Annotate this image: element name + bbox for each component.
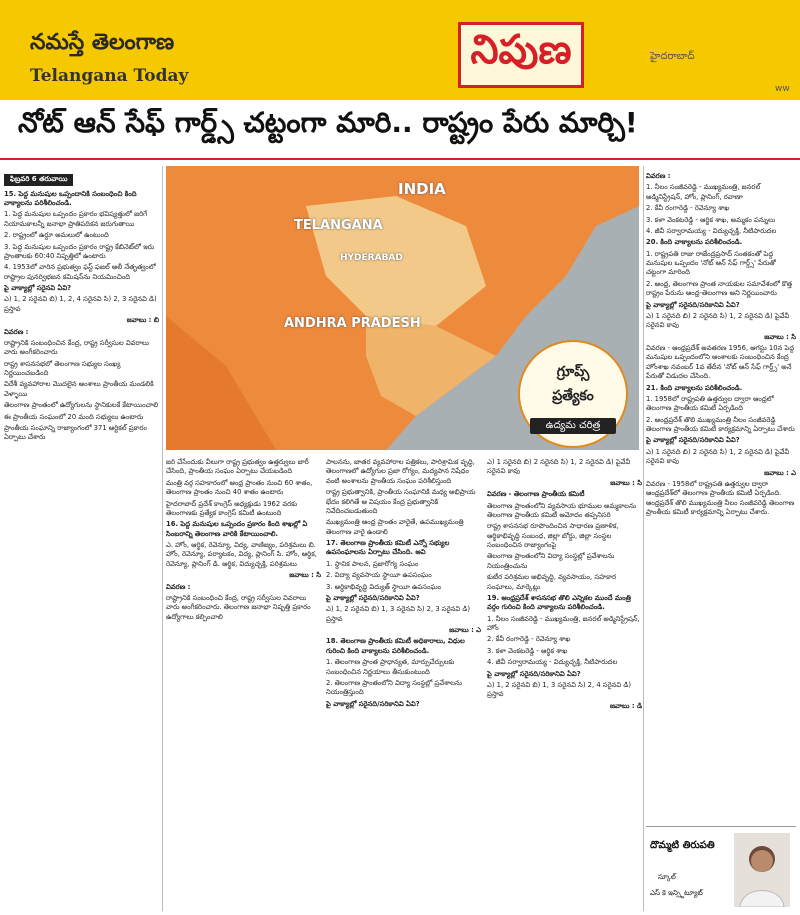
explanation-heading: వివరణ : xyxy=(4,327,29,336)
andhra-label: ANDHRA PRADESH xyxy=(284,316,421,331)
answer: జవాబు : ఎ xyxy=(449,626,481,634)
question-18: 18. తెలంగాణ ప్రాంతీయ కమిటీ అధికారాలు, విధుల గురించి కింది వాక్యాలను పరిశీలించండి. xyxy=(326,637,465,655)
list-item: రాష్ట్ర శాసనసభలో తెలంగాణ సభ్యుల సంఖ్య నిర్ణయించబడింది xyxy=(4,359,121,378)
answer: జవాబు : సి xyxy=(764,332,796,341)
list-item: 4. జీవీ సర్వారామయ్య - విద్యుచ్ఛక్తి, నీటిపారుదల xyxy=(487,658,618,667)
author-name: దొమ్మటి తిరుపతి xyxy=(650,840,715,851)
paragraph: వివరణ - ఆంధ్రప్రదేశ్ అవతరణ 1956, ఆగస్టు 10న పెద్ద మనుషుల ఒప్పందంలోని అంశాలకు సంబంధించిన కేంద్ర హోంశాఖ నవంబర్ 1వ తేదీన 'నోట్ ఆన్ సేఫ్ గార్డ్స్' అనే పేరుతో విడుదల చేసింది. xyxy=(646,344,795,381)
column-1 xyxy=(4,172,159,912)
question-21: 21. కింది వాక్యాలను పరిశీలించండి. xyxy=(646,383,743,392)
list-item: ఈ ప్రాంతీయ సంఘంలో 20 మంది సభ్యులు ఉంటారు xyxy=(4,412,144,421)
list-item: 4. జీవీ సర్వారామయ్య - విద్యుచ్ఛక్తి, నీటిపారుదల xyxy=(646,226,777,235)
list-item: తెలంగాణ ప్రాంతంలోని విద్యా సంస్థల్లో ప్రవేశాలను నియంత్రించును xyxy=(487,552,615,570)
answer: జవాబు : బి xyxy=(126,316,159,325)
question-prompt: పై వాక్యాల్లో సరైనది/సరికానివి ఏవి? xyxy=(487,669,581,678)
options: ఎ) 1, 2 సరైనవి బి) 1, 2, 4 సరైనవి సి) 2, 3 సరైనవి డి) ప్రస్తావ xyxy=(4,295,157,313)
question-16: 16. పెద్ద మనుషుల ఒప్పందం ప్రకారం కింది శాఖల్లో ఏ సింబరాన్ని తెలంగాణ వారికి కేటాయించాలి. xyxy=(166,520,308,538)
list-item: రాష్ట్రానికి సంబంధించిన కేంద్ర, రాష్ట్ర సర్వీసుల వివరాలు వారు అంగీకరించారు xyxy=(4,338,150,357)
list-item: తెలంగాణ ప్రాంతంలోని వ్యవసాయ భూముల అమ్మకాలను తెలంగాణ ప్రాంతీయ కమిటీ ఆమోదం తప్పనిసరి xyxy=(487,501,637,519)
author-org: ఎస్ కె ఇన్స్టిట్యూట్ xyxy=(650,889,703,897)
person-icon xyxy=(734,833,790,907)
answer: జవాబు : సి xyxy=(289,571,321,580)
question-prompt: పై వాక్యాల్లో సరైనది/సరికానివి ఏవి? xyxy=(646,300,740,309)
dateline: హైదరాబాద్ xyxy=(650,51,695,62)
question-20: 20. కింది వాక్యాలను పరిశీలించండి. xyxy=(646,238,743,247)
brand-english: Telangana Today xyxy=(30,66,189,86)
list-item: విదేశీ వ్యవహారాల మొదలైన అంశాలు ప్రాంతీయ మండలికి వెళ్ళాయి xyxy=(4,380,154,398)
options: ఎ) 1 సరైనది బి) 2 సరైనది సి) 1, 2 సరైనవి డి) పైవేవీ సరైనవి కావు xyxy=(646,311,790,330)
paragraph: రాష్ట్ర ప్రభుత్వానికి, ప్రాంతీయ సంఘానికి మధ్య అభిప్రాయ భేదం కలిగితే ఆ విషయం కేంద్ర ప్రభుత్వానికి నివేదించబడుతుంది xyxy=(326,488,476,515)
answer: జవాబు : డి xyxy=(609,701,642,710)
headline: నోట్ ఆన్ సేఫ్ గార్డ్స్ చట్టంగా మారి.. రాష్ట్రం పేరు మార్చి! xyxy=(18,106,638,139)
date-tag: ఫిబ్రవరి 6 తరువాయి xyxy=(4,174,73,186)
column-2 xyxy=(166,458,321,912)
groups-special-stamp xyxy=(518,340,628,448)
masthead xyxy=(0,0,800,100)
list-item: 1. స్థానిక పాలన, ప్రజారోగ్య సంఘం xyxy=(326,559,419,568)
question-17: 17. తెలంగాణ ప్రాంతీయ కమిటీ ఎన్నో సభ్యుల ఉపసంఘాలను ఏర్పాటు చేసింది. అవి xyxy=(326,539,450,557)
list-item: 3. పెద్ద మనుషుల ఒప్పందం ప్రకారం రాష్ట్ర కేబినెట్‌లో ఇరు ప్రాంతాలకు 60:40 నిష్పత్తిలో ఉంటారు xyxy=(4,242,155,260)
paragraph: పాలనను, జాతర వ్యవహారాల పత్రికలు, పారిశ్రామిక వృద్ధి, తెలంగాణలో ఉద్యోగుల ప్రజా రోగ్యం, మద్యపాన నిషేధం వంటి అంశాలను ప్రాంతీయ సంఘం పరిశీలిస్తుంది xyxy=(326,458,475,485)
list-item: 1. నీలం సంజీవరెడ్డి - ముఖ్యమంత్రి, జనరల్ అడ్మినిస్ట్రేషన్, హోం, ప్లానింగ్, రవాణా xyxy=(646,183,761,201)
explanation-heading: వివరణ : xyxy=(166,582,191,591)
list-item: 3. ఆర్థికాభివృద్ధి విద్యుత్ స్థాయీ ఉపసంఘం xyxy=(326,582,442,591)
list-item: 1. తెలంగాణ ప్రాంత ప్రాధాన్యత, మార్పుచేర్పులకు సంబంధించిన నిర్ణయాలు తీసుకుంటుంది xyxy=(326,658,455,676)
column-5 xyxy=(646,172,796,822)
paragraph: జరి చేసేందుకు వీలుగా రాష్ట్ర ప్రభుత్వం ఉత్తర్వులు జారీ చేసింది, ప్రాంతీయ సంఘం ఏర్పాటు చేయబడింది xyxy=(166,458,309,476)
list-item: 1. నీలం సంజీవరెడ్డి - ముఖ్యమంత్రి, జనరల్ అడ్మినిస్ట్రేషన్, హోం xyxy=(487,614,640,632)
explanation-heading: వివరణ : xyxy=(646,172,671,180)
question-prompt: పై వాక్యాల్లో సరైనది/సరికానివి ఏవి? xyxy=(326,593,420,602)
paragraph: మంత్రి వర్గ సహకారంలో ఆంధ్ర ప్రాంతం నుంచి 60 శాతం, తెలంగాణ ప్రాంతం నుంచి 40 శాతం ఉంటారు xyxy=(166,478,313,497)
paragraph: వివరణ - 1958లో రాష్ట్రపతి ఉత్తర్వుల ద్వారా ఆంధ్రప్రదేశ్‌లో తెలంగాణ ప్రాంతీయ కమిటీ ఏర్పడింది. ఆంధ్రప్రదేశ్ తొలి ముఖ్యమంత్రి నీలం సంజీవరెడ్డి తెలంగాణ ప్రాంతీయ కమిటీ కార్యక్రమాన్ని ఏర్పాటు చేశారు. xyxy=(646,479,795,516)
options: ఎ) 1, 2 సరైనవి బి) 1, 3 సరైనవి సి) 2, 3 సరైనవి డి) ప్రస్తావ xyxy=(326,605,471,623)
list-item: 2. కేవీ రంగారెడ్డి - రెవెన్యూ శాఖ xyxy=(646,204,730,213)
list-item: తెలంగాణ ప్రాంతంలో ఉద్యోగులను స్థానికులకే కేటాయించాలి xyxy=(4,401,159,410)
stamp-line-3: ఉద్యమ చరిత్ర xyxy=(530,418,616,434)
list-item: 1. 1958లో రాష్ట్రపతి ఉత్తర్వుల ద్వారా ఆంధ్రలో తెలంగాణ ప్రాంతీయ కమిటీ ఏర్పడింది xyxy=(646,394,774,413)
list-item: 2. తెలంగాణ ప్రాంతంలోని విద్యా సంస్థల్లో ప్రవేశాలను నియంత్రిస్తుంది xyxy=(326,678,463,697)
options: ఎ) 1 సరైనది బి) 2 సరైనది సి) 1, 2 సరైనవి డి) పైవేవీ సరైనవి కావు xyxy=(487,458,631,476)
explanation-heading: వివరణ - తెలంగాణ ప్రాంతీయ కమిటీ xyxy=(487,490,585,499)
stamp-line-2: ప్రత్యేకం xyxy=(552,388,594,404)
column-divider xyxy=(162,166,163,911)
options: ఎ) 1, 2 సరైనవి బి) 1, 3 సరైనవి సి) 2, 4 సరైనవి డి) ప్రస్తావ xyxy=(487,680,632,699)
list-item: ప్రాంతీయ సంఘాన్ని రాజ్యాంగంలో 371 ఆర్టికల్ ప్రకారం ఏర్పాటు చేశారు xyxy=(4,423,147,442)
list-item: 2. రాష్ట్రంలో ఉర్దూ అమలులో ఉంటుంది xyxy=(4,231,109,240)
column-3 xyxy=(326,458,481,912)
section-title: నిపుణ xyxy=(458,22,584,88)
question-prompt: పై వాక్యాల్లో సరైనది/సరికానివి ఏవి? xyxy=(326,699,420,708)
column-4 xyxy=(487,458,642,912)
list-item: 2. ఆంధ్ర, తెలంగాణ ప్రాంత నాయకుల సమావేశంలో కొత్త రాష్ట్రం పేరును ఆంధ్ర-తెలంగాణ అని నిర్ణయించారు xyxy=(646,279,793,298)
list-item: 4. 1953లో వారిన ప్రభుత్వం ఫస్ట్ ఫజల్ అలీ నేతృత్వంలో రాష్ట్రాల పునర్విభజన కమిషన్‌ను నియమించింది xyxy=(4,263,156,281)
paragraph: ముఖ్యమంత్రి ఆంధ్ర ప్రాంతం వారైతే, ఉపముఖ్యమంత్రి తెలంగాణ వారై ఉండాలి xyxy=(326,518,464,536)
paragraph: హైదరాబాద్ ప్రదేశ్ కాంగ్రెస్ అధ్యక్షుడు 1962 వరకు తెలంగాణకు ప్రత్యేక కాంగ్రెస్ కమిటీ ఉంటుంది xyxy=(166,499,298,517)
stamp-line-1: గ్రూప్స్ xyxy=(556,364,590,380)
author-role: స్కూల్ xyxy=(658,873,676,881)
list-item: 3. కళా వెంకటరెడ్డి - ఆర్థిక శాఖ xyxy=(487,646,568,655)
telangana-label: TELANGANA xyxy=(294,218,383,233)
paragraph: రాష్ట్రానికి సంబంధించి కేంద్ర, రాష్ట్ర సర్వీసుల వివరాలు వారు అంగీకరించారు. తెలంగాణ జనాభా నిష్పత్తి ప్రకారం ఉద్యోగాలు కల్పించాలి xyxy=(166,593,311,621)
question-15: 15. పెద్ద మనుషుల ఒప్పందానికి సంబంధించి కింది వాక్యాలను పరిశీలించండి. xyxy=(4,189,137,208)
options: ఎ) 1 సరైనది బి) 2 సరైనది సి) 1, 2 సరైనవి డి) పైవేవీ సరైనవి కావు xyxy=(646,447,790,466)
question-19: 19. ఆంధ్రప్రదేశ్ శాసనసభ తొలి ఎన్నికల ముందే మంత్రి వర్గం గురించి కింది వాక్యాలను పరిశీలించండి. xyxy=(487,593,631,612)
hyderabad-label: HYDERABAD xyxy=(340,253,403,263)
list-item: 2. కేవీ రంగారెడ్డి - రెవెన్యూ శాఖ xyxy=(487,635,571,644)
list-item: 2. విద్యా వ్యవసాయ స్థాయీ ఉపసంఘం xyxy=(326,571,432,580)
answer: జవాబు : ఎ xyxy=(764,468,796,477)
column-divider xyxy=(643,166,644,911)
list-item: రాష్ట్ర శాసనసభ రూపొందించిన సాధారణ ప్రణాళిక, ఆర్థికాభివృద్ధి సంబంధ, జిల్లా బోర్డు, జిల్లా సంస్థల సంబంధించిన రాజ్యాంగంపై xyxy=(487,522,619,549)
list-item: కుటీర పరిశ్రమల అభివృద్ధి, వ్యవసాయం, సహకార సంఘాలు, మార్కెట్లు xyxy=(487,573,617,591)
india-label: INDIA xyxy=(398,180,446,198)
list-item: 2. ఆంధ్రప్రదేశ్ తొలి ముఖ్యమంత్రి నీలం సంజీవరెడ్డి తెలంగాణ ప్రాంతీయ కమిటీ కార్యక్రమాన్ని ఏర్పాటు చేశారు xyxy=(646,415,795,433)
question-prompt: పై వాక్యాల్లో సరైనవి ఏవి? xyxy=(4,284,72,293)
list-item: 3. కళా వెంకటరెడ్డి - ఆర్థిక శాఖ, అమ్మకం పన్నులు xyxy=(646,215,776,224)
question-prompt: పై వాక్యాల్లో సరైనది/సరికానివి ఏవి? xyxy=(646,436,740,445)
answer: జవాబు : సి xyxy=(610,478,642,487)
author-box xyxy=(646,826,796,911)
list-item: 1. రాష్ట్రపతి రాజు రాజేంద్రప్రసాద్ సంతకంతో పెద్ద మనుషుల ఒప్పందం 'నోట్ ఆన్ సేఫ్ గార్డ్స్' పేరుతో చట్టంగా మారింది xyxy=(646,249,776,277)
avatar xyxy=(734,833,790,907)
list-item: 1. పెద్ద మనుషుల ఒప్పందం ప్రకారం భవిష్యత్తులో జరిగే నియామకాలన్నీ జనాభా ప్రాతిపదికన జరుగుతాయి xyxy=(4,210,148,228)
brand-telugu: నమస్తే తెలంగాణ xyxy=(30,30,175,55)
red-rule xyxy=(0,158,800,160)
dateline-suffix: ww xyxy=(775,84,790,94)
options: ఎ. హోం, ఆర్థిక, రెవెన్యూ, విద్య, వాణిజ్యం, పరిశ్రమలు బి. హోం, రెవెన్యూ, పర్యాటకం, విద్య, ప్లానింగ్ సి. హోం, ఆర్థిక, రెవెన్యూ, ప్లానింగ్ డి. ఆర్థిక, విద్యుచ్ఛక్తి, పరిశ్రమలు xyxy=(166,541,317,568)
